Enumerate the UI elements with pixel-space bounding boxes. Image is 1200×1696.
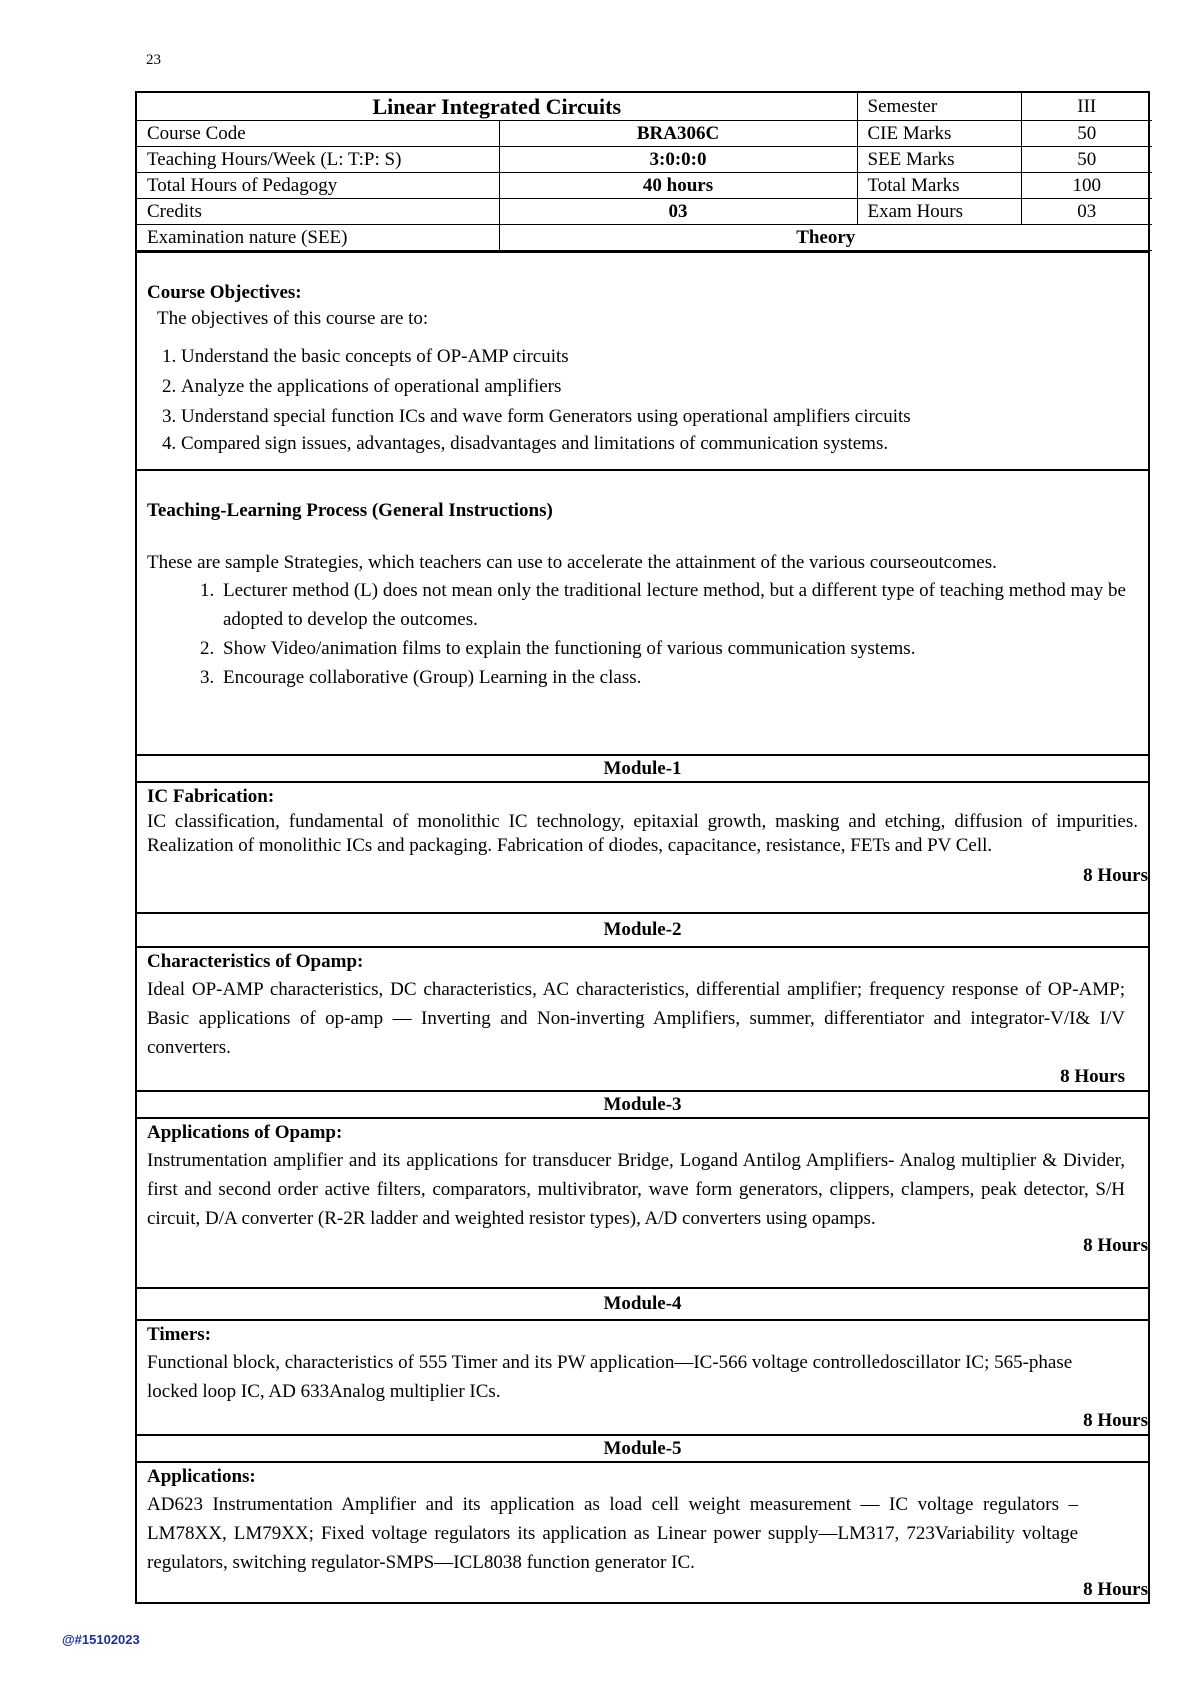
module-1-body [137,781,1148,912]
exam-nature-label: Examination nature (SEE) [137,225,499,251]
teaching-learning-intro: These are sample Strategies, which teachers can use to accelerate the attainment of the various courseoutcomes. [147,552,997,573]
exam-hours-value: 03 [1021,199,1152,225]
footer-tag: @#15102023 [62,1632,140,1647]
module-1-hours: 8 Hours [1083,865,1148,886]
teaching-learning-list [147,576,1138,692]
pedagogy-hours-label: Total Hours of Pedagogy [137,173,499,199]
module-1-title: Module-1 [137,754,1148,781]
teaching-hours-label: Teaching Hours/Week (L: T:P: S) [137,147,499,173]
module-4-title: Module-4 [137,1287,1148,1319]
course-info-table [137,93,1152,251]
module-3-description: Instrumentation amplifier and its applications for transducer Bridge, Logand Antilog Amplifiers- Analog multiplier & Divider, first and second order active filters, comparators, multivibrator, wave form generators, clippers, clampers, peak detector, S/H circuit, D/A converter (R-2R ladder and weighted resistor types), A/D converters using opamps. [147,1150,1125,1229]
objective-item: 1. Understand the basic concepts of OP-AMP circuits [181,342,1138,372]
teaching-learning-section [137,469,1148,754]
course-objectives-list [147,342,1138,456]
module-4-description: Functional block, characteristics of 555 Timer and its PW application—IC-566 voltage controlledoscillator IC; 565-phase locked loop IC, AD 633Analog multiplier ICs. [147,1352,1073,1402]
teaching-learning-heading: Teaching-Learning Process (General Instructions) [147,500,553,521]
module-3-body [137,1117,1148,1287]
credits-label: Credits [137,199,499,225]
teaching-hours-value: 3:0:0:0 [499,147,857,173]
course-title: Linear Integrated Circuits [137,93,857,121]
cie-marks-label: CIE Marks [857,121,1021,147]
module-5-topic: Applications: [147,1466,256,1487]
module-5-hours: 8 Hours [1083,1579,1148,1600]
semester-value: III [1021,93,1152,121]
strategy-item: 3. Encourage collaborative (Group) Learning in the class. [219,663,1138,692]
course-objectives-heading: Course Objectives: [147,282,302,303]
module-3-topic: Applications of Opamp: [147,1122,343,1143]
cie-marks-value: 50 [1021,121,1152,147]
page-number: 23 [146,52,161,68]
module-5-body [137,1461,1148,1602]
exam-nature-value: Theory [499,225,1152,251]
objective-item: 3. Understand special function ICs and wave form Generators using operational amplifiers circuits [181,402,1138,432]
module-5-title: Module-5 [137,1434,1148,1461]
pedagogy-hours-value: 40 hours [499,173,857,199]
strategy-item: 1. Lecturer method (L) does not mean only the traditional lecture method, but a different type of teaching method may be adopted to develop the outcomes. [219,576,1138,634]
course-objectives-section [137,251,1148,469]
module-1-description: IC classification, fundamental of monolithic IC technology, epitaxial growth, masking and etching, diffusion of impurities. Realization of monolithic ICs and packaging. Fabrication of diodes, capacitance, resistance, FETs and PV Cell. [147,811,1138,856]
module-4-body [137,1319,1148,1434]
module-2-body [137,946,1148,1090]
module-1-topic: IC Fabrication: [147,786,275,807]
module-2-hours: 8 Hours [1060,1066,1125,1087]
strategy-item: 2. Show Video/animation films to explain the functioning of various communication systems. [219,634,1138,663]
module-5-description: AD623 Instrumentation Amplifier and its application as load cell weight measurement — IC voltage regulators –LM78XX, LM79XX; Fixed voltage regulators its application as Linear power supply—LM317, 723Variability voltage regulators, switching regulator-SMPS—ICL8038 function generator IC. [147,1494,1078,1573]
credits-value: 03 [499,199,857,225]
module-3-hours: 8 Hours [1083,1235,1148,1256]
module-2-description: Ideal OP-AMP characteristics, DC characteristics, AC characteristics, differential amplifier; frequency response of OP-AMP; Basic applications of op-amp — Inverting and Non-inverting Amplifiers, summer, differentiator and integrator-V/I& I/V converters. [147,979,1125,1058]
see-marks-value: 50 [1021,147,1152,173]
total-marks-label: Total Marks [857,173,1021,199]
objective-item: 2. Analyze the applications of operational amplifiers [181,372,1138,402]
objective-item: 4. Compared sign issues, advantages, disadvantages and limitations of communication systems. [181,432,1138,456]
semester-label: Semester [857,93,1021,121]
module-2-topic: Characteristics of Opamp: [147,951,364,972]
course-objectives-intro: The objectives of this course are to: [157,308,429,329]
total-marks-value: 100 [1021,173,1152,199]
module-2-title: Module-2 [137,912,1148,946]
exam-hours-label: Exam Hours [857,199,1021,225]
module-4-hours: 8 Hours [1083,1410,1148,1431]
module-3-title: Module-3 [137,1090,1148,1117]
course-code-value: BRA306C [499,121,857,147]
syllabus-table [135,91,1150,1604]
module-4-topic: Timers: [147,1324,212,1345]
see-marks-label: SEE Marks [857,147,1021,173]
course-code-label: Course Code [137,121,499,147]
